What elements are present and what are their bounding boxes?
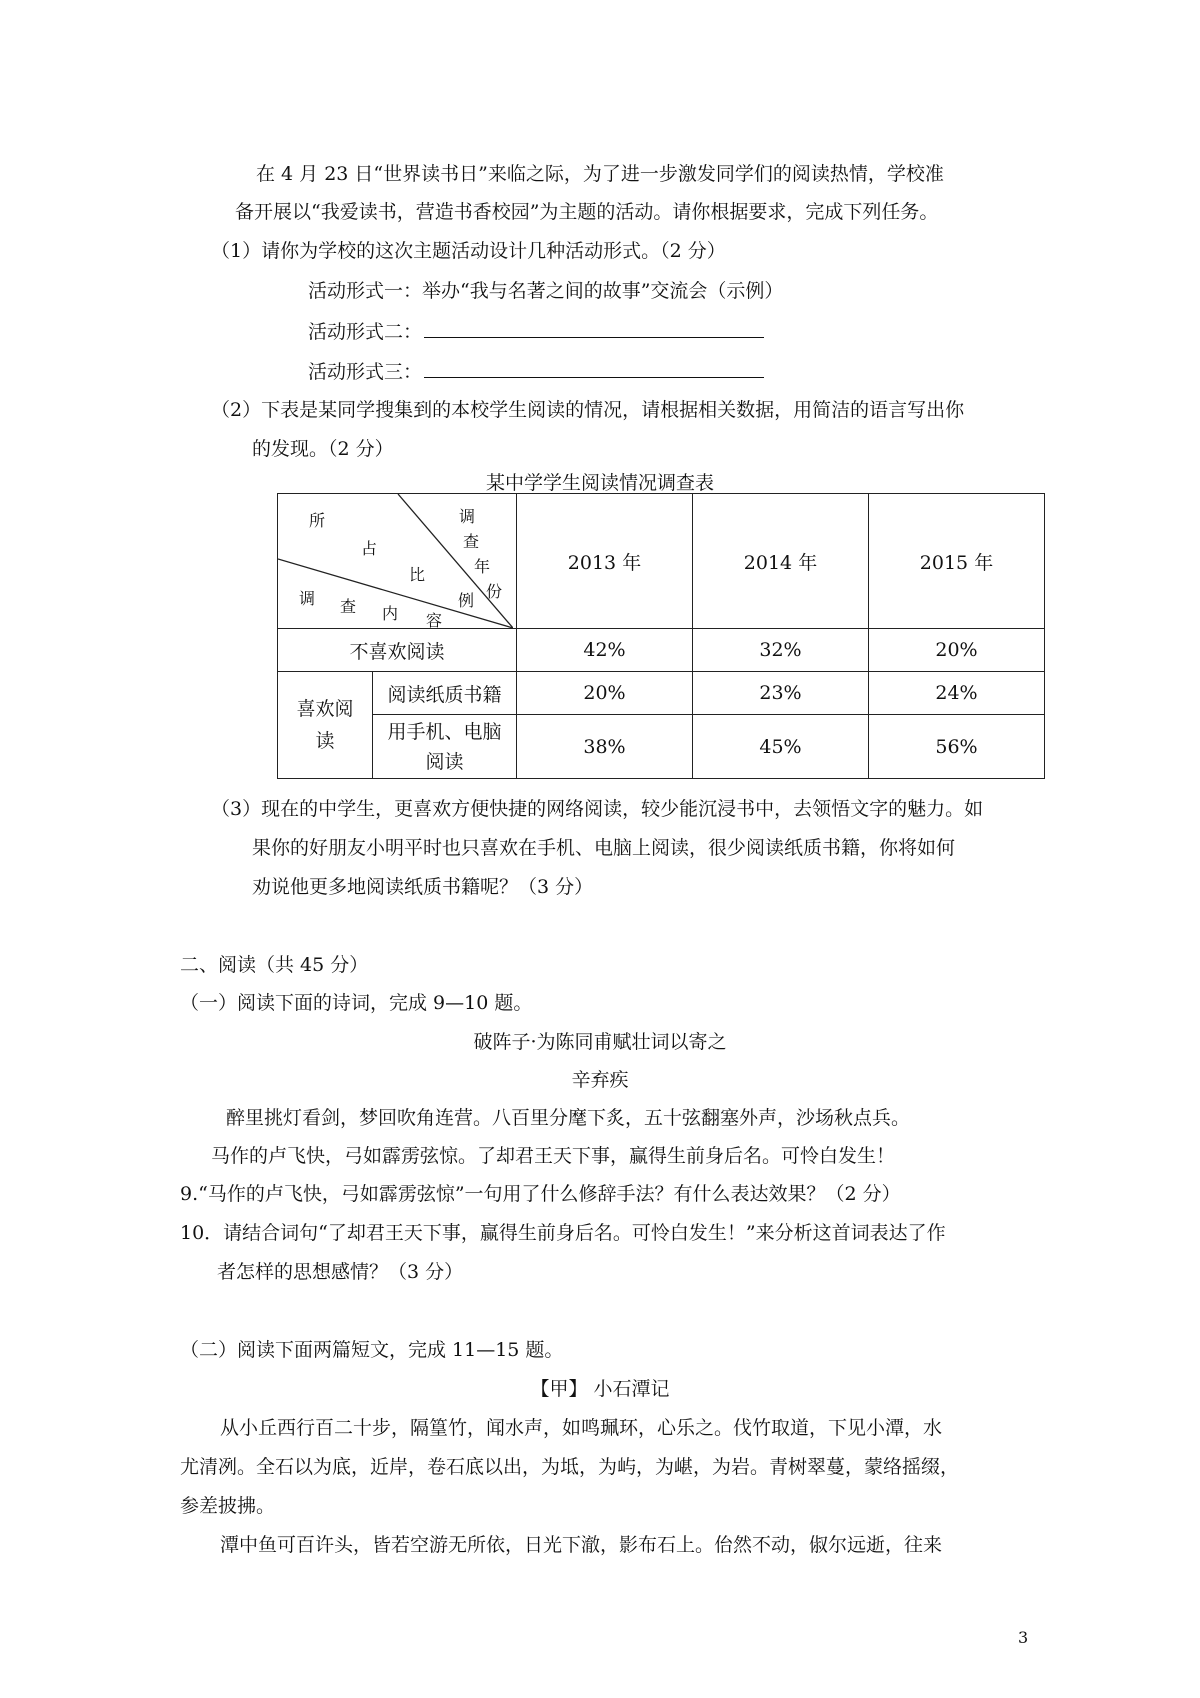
corner-char: 所 (309, 511, 326, 530)
corner-char: 例 (458, 591, 475, 610)
paragraph-1-line-3: 参差披拂。 (180, 1495, 276, 1517)
intro-line-1: 在 4 月 23 日“世界读书日”来临之际，为了进一步激发同学们的阅读热情，学校准 (256, 163, 944, 185)
corner-char: 容 (426, 611, 443, 630)
question-10-line-1: 10．请结合词句“了却君王天下事，赢得生前身后名。可怜白发生！”来分析这首词表达了作 (180, 1222, 946, 1244)
table-cell: 38% (517, 715, 693, 779)
corner-char: 占 (361, 539, 378, 558)
year-header: 2013 年 (517, 494, 693, 629)
year-header: 2014 年 (693, 494, 869, 629)
intro-line-2: 备开展以“我爱读书，营造书香校园”为主题的活动。请你根据要求，完成下列任务。 (235, 201, 939, 223)
corner-char: 调 (299, 589, 316, 608)
table-row (278, 715, 1045, 779)
poem-title: 破阵子·为陈同甫赋壮词以寄之 (473, 1031, 727, 1053)
part-1-instruction: （一）阅读下面的诗词，完成 9—10 题。 (180, 992, 533, 1014)
table-cell: 45% (693, 715, 869, 779)
question-1: （1）请你为学校的这次主题活动设计几种活动形式。（2 分） (211, 240, 726, 262)
corner-char: 份 (486, 582, 503, 601)
answer-blank-2[interactable] (424, 319, 764, 338)
table-row (278, 672, 1045, 715)
activity-form-3-label: 活动形式三： (308, 361, 423, 383)
question-3-line-3: 劝说他更多地阅读纸质书籍呢？（3 分） (252, 876, 594, 898)
section-heading: 二、阅读（共 45 分） (180, 954, 369, 976)
table-cell: 56% (869, 715, 1045, 779)
activity-form-1: 活动形式一：举办“我与名著之间的故事”交流会（示例） (308, 280, 784, 302)
question-2-line-2: 的发现。（2 分） (252, 438, 394, 460)
corner-char: 调 (459, 507, 476, 526)
paragraph-1-line-2: 尤清冽。全石以为底，近岸，卷石底以出，为坻，为屿，为嵁，为岩。青树翠蔓，蒙络摇缀， (180, 1456, 960, 1478)
corner-char: 内 (382, 604, 399, 623)
table-cell: 20% (869, 629, 1045, 672)
question-3-line-2: 果你的好朋友小明平时也只喜欢在手机、电脑上阅读，很少阅读纸质书籍，你将如何 (252, 837, 956, 859)
table-cell: 32% (693, 629, 869, 672)
table-cell: 42% (517, 629, 693, 672)
corner-char: 查 (463, 532, 480, 551)
table-cell: 23% (693, 672, 869, 715)
row-label-like-group: 喜欢阅读 (278, 672, 373, 779)
diagonal-header-cell (278, 494, 517, 629)
question-2-line-1: （2）下表是某同学搜集到的本校学生阅读的情况，请根据相关数据，用简洁的语言写出你 (211, 399, 965, 421)
table-row (278, 629, 1045, 672)
page-number: 3 (1018, 1628, 1029, 1647)
answer-blank-3[interactable] (424, 359, 764, 378)
row-label-digital: 用手机、电脑阅读 (373, 715, 517, 779)
poem-line-2: 马作的卢飞快，弓如霹雳弦惊。了却君王天下事，赢得生前身后名。可怜白发生！ (211, 1145, 896, 1167)
row-label-paper: 阅读纸质书籍 (373, 672, 517, 715)
table-title: 某中学学生阅读情况调查表 (485, 472, 714, 494)
corner-char: 年 (474, 557, 491, 576)
row-label-dislike: 不喜欢阅读 (278, 629, 517, 672)
table-header-row (278, 494, 1045, 629)
paragraph-2-line-1: 潭中鱼可百许头，皆若空游无所依，日光下澈，影布石上。佁然不动，俶尔远逝，往来 (220, 1534, 943, 1556)
question-3-line-1: （3）现在的中学生，更喜欢方便快捷的网络阅读，较少能沉浸书中，去领悟文字的魅力。如 (211, 798, 984, 820)
activity-form-3 (308, 359, 764, 384)
year-header: 2015 年 (869, 494, 1045, 629)
paragraph-1-line-1: 从小丘西行百二十步，隔篁竹，闻水声，如鸣珮环，心乐之。伐竹取道，下见小潭，水 (220, 1417, 943, 1439)
poem-line-1: 醉里挑灯看剑，梦回吹角连营。八百里分麾下炙，五十弦翻塞外声，沙场秋点兵。 (226, 1107, 911, 1129)
table-cell: 20% (517, 672, 693, 715)
table-cell: 24% (869, 672, 1045, 715)
part-2-instruction: （二）阅读下面两篇短文，完成 11—15 题。 (180, 1339, 564, 1361)
survey-table (277, 493, 1045, 779)
activity-form-2-label: 活动形式二： (308, 321, 423, 343)
text-a-title: 【甲】 小石潭记 (530, 1378, 670, 1400)
question-10-line-2: 者怎样的思想感情？（3 分） (217, 1261, 464, 1283)
corner-char: 比 (409, 565, 426, 584)
corner-char: 查 (340, 597, 357, 616)
question-9: 9.“马作的卢飞快，弓如霹雳弦惊”一句用了什么修辞手法？有什么表达效果？（2 分） (180, 1183, 901, 1205)
poem-author: 辛弃疾 (571, 1069, 629, 1091)
activity-form-2 (308, 319, 764, 344)
